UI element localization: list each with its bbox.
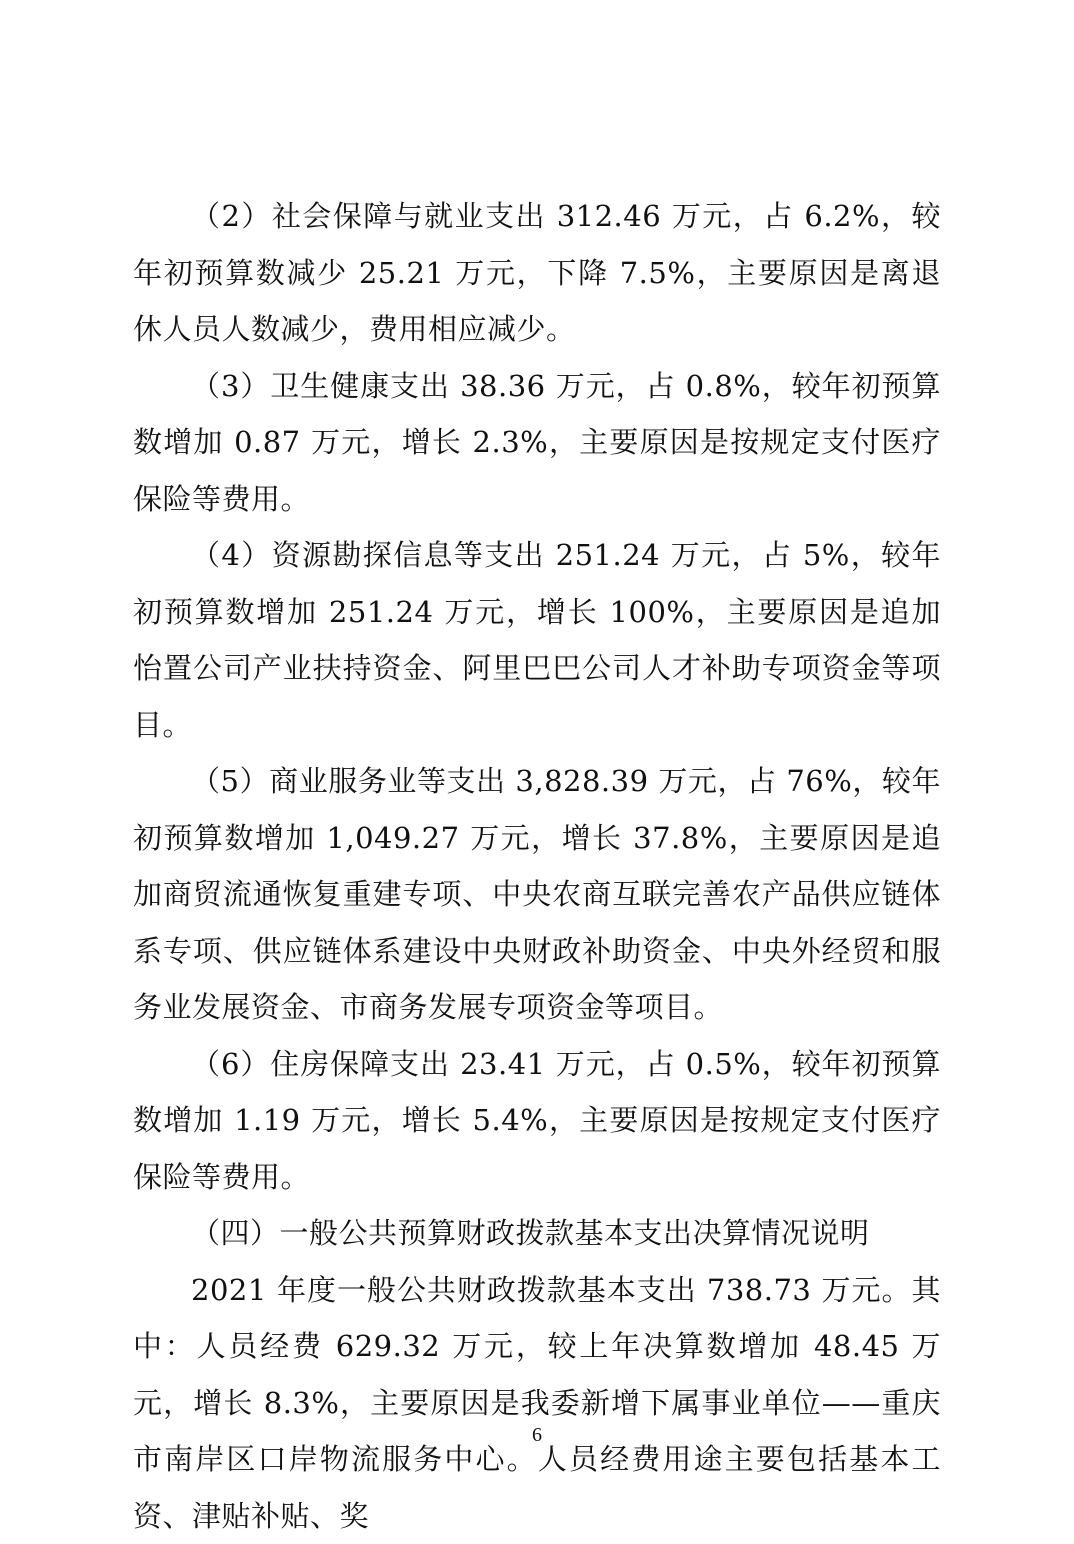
paragraph-basic-expenditure: 2021 年度一般公共财政拨款基本支出 738.73 万元。其中：人员经费 629.32 万元，较上年决算数增加 48.45 万元，增长 8.3%，主要原因是我委新增下属事业单位——重庆市南岸区口岸物流服务中心。人员经费用途主要包括基本工资、津贴补贴、奖: [133, 1262, 941, 1544]
page-number: 6: [0, 1424, 1074, 1447]
paragraph-health: （3）卫生健康支出 38.36 万元，占 0.8%，较年初预算数增加 0.87 万元，增长 2.3%，主要原因是按规定支付医疗保险等费用。: [133, 358, 941, 528]
paragraph-social-security: （2）社会保障与就业支出 312.46 万元，占 6.2%，较年初预算数减少 25.21 万元，下降 7.5%，主要原因是离退休人员人数减少，费用相应减少。: [133, 188, 941, 358]
paragraph-commerce-services: （5）商业服务业等支出 3,828.39 万元，占 76%，较年初预算数增加 1,049.27 万元，增长 37.8%，主要原因是追加商贸流通恢复重建专项、中央农商互联完善农产品供应链体系专项、供应链体系建设中央财政补助资金、中央外经贸和服务业发展资金、市商务发展专项资金等项目。: [133, 753, 941, 1036]
page-body: [133, 188, 941, 1544]
paragraph-housing: （6）住房保障支出 23.41 万元，占 0.5%，较年初预算数增加 1.19 万元，增长 5.4%，主要原因是按规定支付医疗保险等费用。: [133, 1036, 941, 1206]
section-heading-basic-expenditure: （四）一般公共预算财政拨款基本支出决算情况说明: [133, 1205, 941, 1262]
paragraph-resource-exploration: （4）资源勘探信息等支出 251.24 万元，占 5%，较年初预算数增加 251.24 万元，增长 100%，主要原因是追加怡置公司产业扶持资金、阿里巴巴公司人才补助专项资金等项目。: [133, 527, 941, 753]
